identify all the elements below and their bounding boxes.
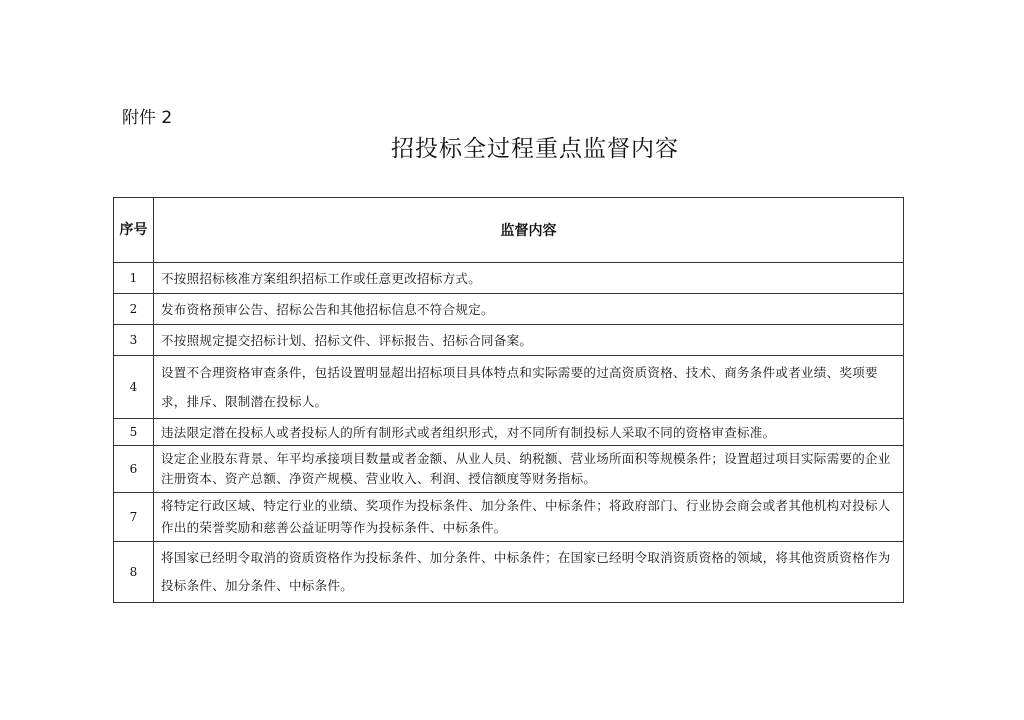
row-content: 设定企业股东背景、年平均承接项目数量或者金额、从业人员、纳税额、营业场所面积等规模条件；设置超过项目实际需要的企业注册资本、资产总额、净资产规模、营业收入、利润、授信额度等财务指标。 — [154, 446, 904, 493]
row-content: 不按照招标核准方案组织招标工作或任意更改招标方式。 — [154, 263, 904, 294]
row-number: 3 — [114, 325, 154, 356]
table-row — [114, 542, 904, 603]
row-content: 设置不合理资格审查条件，包括设置明显超出招标项目具体特点和实际需要的过高资质资格、技术、商务条件或者业绩、奖项要求，排斥、限制潜在投标人。 — [154, 356, 904, 419]
table-row — [114, 294, 904, 325]
document-title: 招投标全过程重点监督内容 — [391, 136, 679, 162]
row-content: 不按照规定提交招标计划、招标文件、评标报告、招标合同备案。 — [154, 325, 904, 356]
table-row — [114, 263, 904, 294]
row-number: 4 — [114, 356, 154, 419]
header-content: 监督内容 — [154, 198, 904, 263]
row-content: 将国家已经明令取消的资质资格作为投标条件、加分条件、中标条件；在国家已经明令取消资质资格的领域，将其他资质资格作为投标条件、加分条件、中标条件。 — [154, 542, 904, 603]
table-row — [114, 493, 904, 542]
row-number: 2 — [114, 294, 154, 325]
table-row — [114, 419, 904, 446]
row-number: 6 — [114, 446, 154, 493]
row-number: 1 — [114, 263, 154, 294]
table-header-row — [114, 198, 904, 263]
row-content: 违法限定潜在投标人或者投标人的所有制形式或者组织形式，对不同所有制投标人采取不同的资格审查标准。 — [154, 419, 904, 446]
table-row — [114, 356, 904, 419]
row-number: 7 — [114, 493, 154, 542]
row-number: 8 — [114, 542, 154, 603]
header-number: 序号 — [114, 198, 154, 263]
row-number: 5 — [114, 419, 154, 446]
table-row — [114, 446, 904, 493]
table-row — [114, 325, 904, 356]
row-content: 发布资格预审公告、招标公告和其他招标信息不符合规定。 — [154, 294, 904, 325]
row-content: 将特定行政区域、特定行业的业绩、奖项作为投标条件、加分条件、中标条件；将政府部门、行业协会商会或者其他机构对投标人作出的荣誉奖励和慈善公益证明等作为投标条件、中标条件。 — [154, 493, 904, 542]
attachment-label: 附件 2 — [122, 108, 173, 128]
supervision-table — [113, 197, 904, 603]
